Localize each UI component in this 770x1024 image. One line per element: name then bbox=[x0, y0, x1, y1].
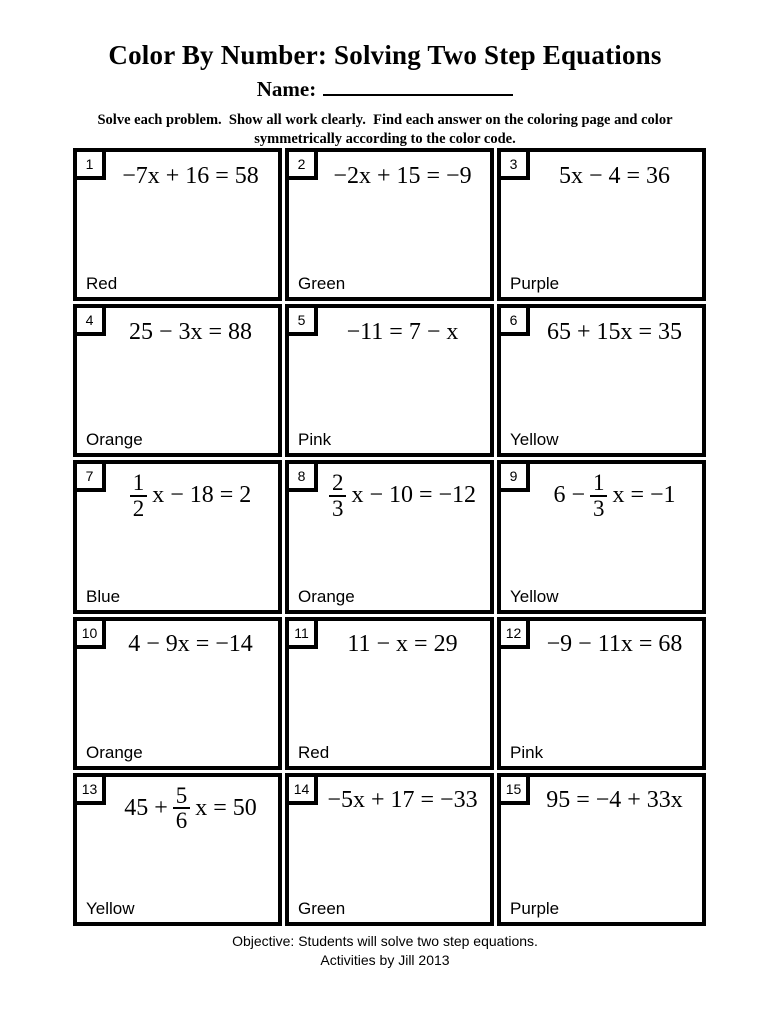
color-label: Pink bbox=[298, 430, 332, 450]
equation-text: 5x − 4 = 36 bbox=[558, 162, 671, 189]
credit-text: Activities by Jill 2013 bbox=[320, 951, 450, 968]
equation-text: 11 − x = 29 bbox=[347, 631, 458, 658]
problem-number-badge: 11 bbox=[289, 621, 318, 649]
problem-cell bbox=[285, 773, 494, 926]
color-label: Red bbox=[298, 742, 330, 762]
problem-cell bbox=[73, 617, 282, 770]
problem-cell bbox=[497, 304, 706, 457]
problem-number-badge: 3 bbox=[501, 152, 530, 180]
equation bbox=[289, 464, 490, 520]
equation-text: 25 − 3x = 88 bbox=[128, 318, 253, 345]
problem-number-badge: 14 bbox=[289, 777, 318, 805]
equation-text: 65 + 15x = 35 bbox=[546, 318, 683, 345]
fraction-denominator: 3 bbox=[329, 495, 347, 520]
problem-number-badge: 1 bbox=[77, 152, 106, 180]
equation bbox=[77, 621, 278, 662]
fraction bbox=[329, 471, 347, 520]
fraction-denominator: 6 bbox=[173, 807, 191, 832]
color-label: Orange bbox=[298, 586, 355, 606]
fraction-numerator: 1 bbox=[132, 470, 145, 496]
fraction-denominator: 3 bbox=[590, 495, 608, 520]
equation bbox=[77, 464, 278, 520]
equation-text: x = −1 bbox=[612, 482, 676, 509]
equation bbox=[501, 621, 702, 662]
equation bbox=[501, 308, 702, 349]
problem-number-badge: 12 bbox=[501, 621, 530, 649]
problem-number-badge: 10 bbox=[77, 621, 106, 649]
name-row bbox=[0, 74, 770, 102]
fraction bbox=[173, 784, 191, 833]
equation-text: −9 − 11x = 68 bbox=[546, 631, 683, 658]
equation bbox=[289, 777, 490, 818]
equation bbox=[289, 621, 490, 662]
color-label: Yellow bbox=[510, 586, 559, 606]
color-label: Red bbox=[86, 274, 118, 294]
footer bbox=[0, 932, 770, 970]
color-label: Blue bbox=[86, 586, 121, 606]
objective-text: Objective: Students will solve two step equations. bbox=[232, 933, 538, 949]
problem-cell bbox=[285, 460, 494, 613]
problem-number-badge: 15 bbox=[501, 777, 530, 805]
problem-number-badge: 5 bbox=[289, 308, 318, 336]
equation bbox=[289, 152, 490, 193]
problem-cell bbox=[285, 617, 494, 770]
color-label: Pink bbox=[510, 742, 544, 762]
instructions-line-2: symmetrically according to the color code. bbox=[254, 130, 516, 147]
equation-text: 95 = −4 + 33x bbox=[546, 787, 683, 814]
equation-text: x = 50 bbox=[195, 794, 257, 821]
color-label: Yellow bbox=[86, 898, 135, 918]
problem-number-badge: 9 bbox=[501, 464, 530, 492]
instructions-line-1: Solve each problem. Show all work clearly. Find each answer on the coloring page and color bbox=[97, 111, 673, 128]
problem-cell bbox=[73, 304, 282, 457]
equation bbox=[501, 777, 702, 818]
fraction-numerator: 5 bbox=[175, 782, 188, 808]
fraction-numerator: 2 bbox=[331, 470, 344, 496]
equation-text: 45 + bbox=[124, 794, 168, 821]
equation-text: 6 − bbox=[553, 482, 585, 509]
problem-number-badge: 8 bbox=[289, 464, 318, 492]
problem-cell bbox=[285, 148, 494, 301]
problem-number-badge: 6 bbox=[501, 308, 530, 336]
equation-text: −2x + 15 = −9 bbox=[333, 162, 472, 189]
instructions bbox=[0, 111, 770, 149]
fraction bbox=[590, 471, 608, 520]
equation bbox=[77, 308, 278, 349]
equation bbox=[289, 308, 490, 349]
problems-grid bbox=[73, 148, 706, 926]
equation bbox=[77, 152, 278, 193]
color-label: Purple bbox=[510, 274, 560, 294]
problem-cell bbox=[497, 460, 706, 613]
equation-text: −5x + 17 = −33 bbox=[327, 787, 478, 814]
problem-number-badge: 4 bbox=[77, 308, 106, 336]
problem-number-badge: 13 bbox=[77, 777, 106, 805]
equation-text: −11 = 7 − x bbox=[346, 318, 459, 345]
problem-cell bbox=[497, 617, 706, 770]
problem-cell bbox=[73, 773, 282, 926]
fraction-denominator: 2 bbox=[130, 495, 148, 520]
problem-number-badge: 7 bbox=[77, 464, 106, 492]
equation-text: x − 18 = 2 bbox=[152, 482, 252, 509]
problem-cell bbox=[497, 773, 706, 926]
color-label: Purple bbox=[510, 898, 560, 918]
equation-text: 4 − 9x = −14 bbox=[128, 631, 253, 658]
color-label: Orange bbox=[86, 430, 143, 450]
problem-cell bbox=[73, 148, 282, 301]
equation bbox=[77, 777, 278, 833]
name-label: Name: bbox=[256, 76, 317, 101]
color-label: Green bbox=[298, 898, 346, 918]
fraction-numerator: 1 bbox=[592, 470, 605, 496]
problem-cell bbox=[73, 460, 282, 613]
problem-number-badge: 2 bbox=[289, 152, 318, 180]
color-label: Green bbox=[298, 274, 346, 294]
color-label: Yellow bbox=[510, 430, 559, 450]
problem-cell bbox=[497, 148, 706, 301]
equation-text: −7x + 16 = 58 bbox=[122, 162, 259, 189]
page-title: Color By Number: Solving Two Step Equations bbox=[108, 40, 662, 70]
equation bbox=[501, 152, 702, 193]
problem-cell bbox=[285, 304, 494, 457]
color-label: Orange bbox=[86, 742, 143, 762]
equation bbox=[501, 464, 702, 520]
equation-text: x − 10 = −12 bbox=[351, 482, 477, 509]
name-blank-line bbox=[323, 74, 513, 96]
fraction bbox=[130, 471, 148, 520]
